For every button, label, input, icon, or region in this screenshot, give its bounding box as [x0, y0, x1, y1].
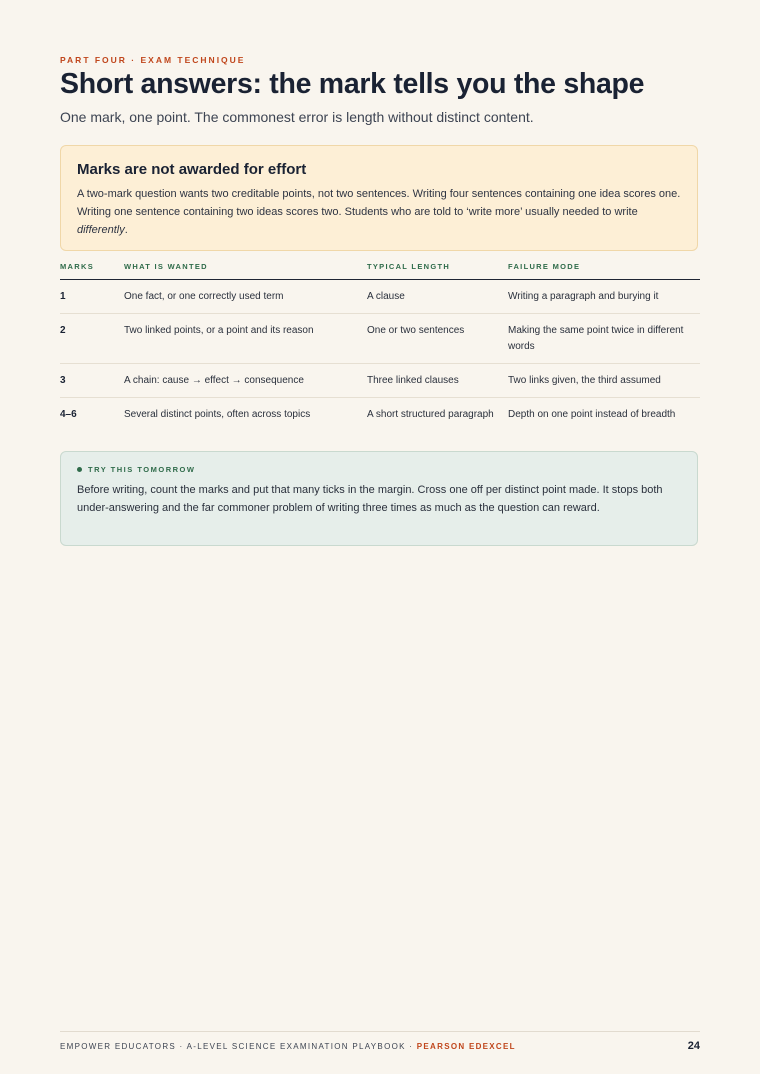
cell-what-is-wanted: Two linked points, or a point and its reason — [124, 325, 314, 336]
page-title: Short answers: the mark tells you the shape — [60, 68, 645, 100]
callout-body — [77, 185, 681, 239]
cell-typical-length: A clause — [367, 291, 405, 302]
cell-what-is-wanted: One fact, or one correctly used term — [124, 291, 284, 302]
cell-marks: 4–6 — [60, 409, 77, 420]
callout-heading: Marks are not awarded for effort — [77, 161, 307, 178]
bullet-dot-icon — [77, 467, 82, 472]
tip-label — [77, 465, 681, 474]
cell-marks: 3 — [60, 375, 66, 386]
cell-typical-length: Three linked clauses — [367, 375, 459, 386]
table-row — [60, 314, 700, 364]
footer-credit — [60, 1042, 516, 1051]
tip-label-text: TRY THIS TOMORROW — [88, 465, 196, 474]
page-subtitle: One mark, one point. The commonest error is length without distinct content. — [60, 109, 534, 125]
cell-what-is-wanted: Several distinct points, often across topics — [124, 409, 311, 420]
header-marks: MARKS — [60, 262, 94, 271]
table-row — [60, 280, 700, 314]
table-row — [60, 364, 700, 398]
cell-marks: 2 — [60, 325, 66, 336]
table-row — [60, 398, 700, 431]
page-footer — [60, 1031, 700, 1052]
section-eyebrow: PART FOUR · EXAM TECHNIQUE — [60, 55, 246, 65]
tip-body: Before writing, count the marks and put that many ticks in the margin. Cross one off per distinct point made. It stops both under-answering and the far commoner problem of writing three times as much as the question can reward. — [77, 484, 663, 514]
callout-body-emphasis: differently — [77, 224, 125, 236]
page-number: 24 — [687, 1040, 700, 1052]
cell-typical-length: One or two sentences — [367, 325, 465, 336]
cell-marks: 1 — [60, 291, 66, 302]
footer-brand: PEARSON EDEXCEL — [416, 1041, 516, 1051]
cell-failure-mode: Writing a paragraph and burying it — [508, 291, 659, 302]
callout-body-end: . — [124, 224, 128, 236]
callout-body-start: A two-mark question wants two creditable points, not two sentences. Writing four sentences containing one idea scores one. Writing one sentence containing two ideas scores two. Students who are told to ‘write more’ usually needed to write — [77, 188, 681, 218]
header-failure-mode: FAILURE MODE — [508, 262, 581, 271]
try-this-tomorrow-box — [60, 451, 698, 546]
table-header-row — [60, 259, 700, 280]
footer-text: EMPOWER EDUCATORS · A-LEVEL SCIENCE EXAMINATION PLAYBOOK · — [60, 1041, 417, 1051]
cell-failure-mode: Two links given, the third assumed — [508, 375, 661, 386]
cell-what-is-wanted: A chain: cause → effect → consequence — [124, 375, 304, 386]
cell-failure-mode: Depth on one point instead of breadth — [508, 409, 676, 420]
marks-table — [60, 259, 700, 431]
cell-failure-mode: Making the same point twice in different words — [508, 325, 684, 352]
effort-callout — [60, 145, 698, 251]
header-what-is-wanted: WHAT IS WANTED — [124, 262, 208, 271]
cell-typical-length: A short structured paragraph — [367, 409, 494, 420]
header-typical-length: TYPICAL LENGTH — [367, 262, 451, 271]
